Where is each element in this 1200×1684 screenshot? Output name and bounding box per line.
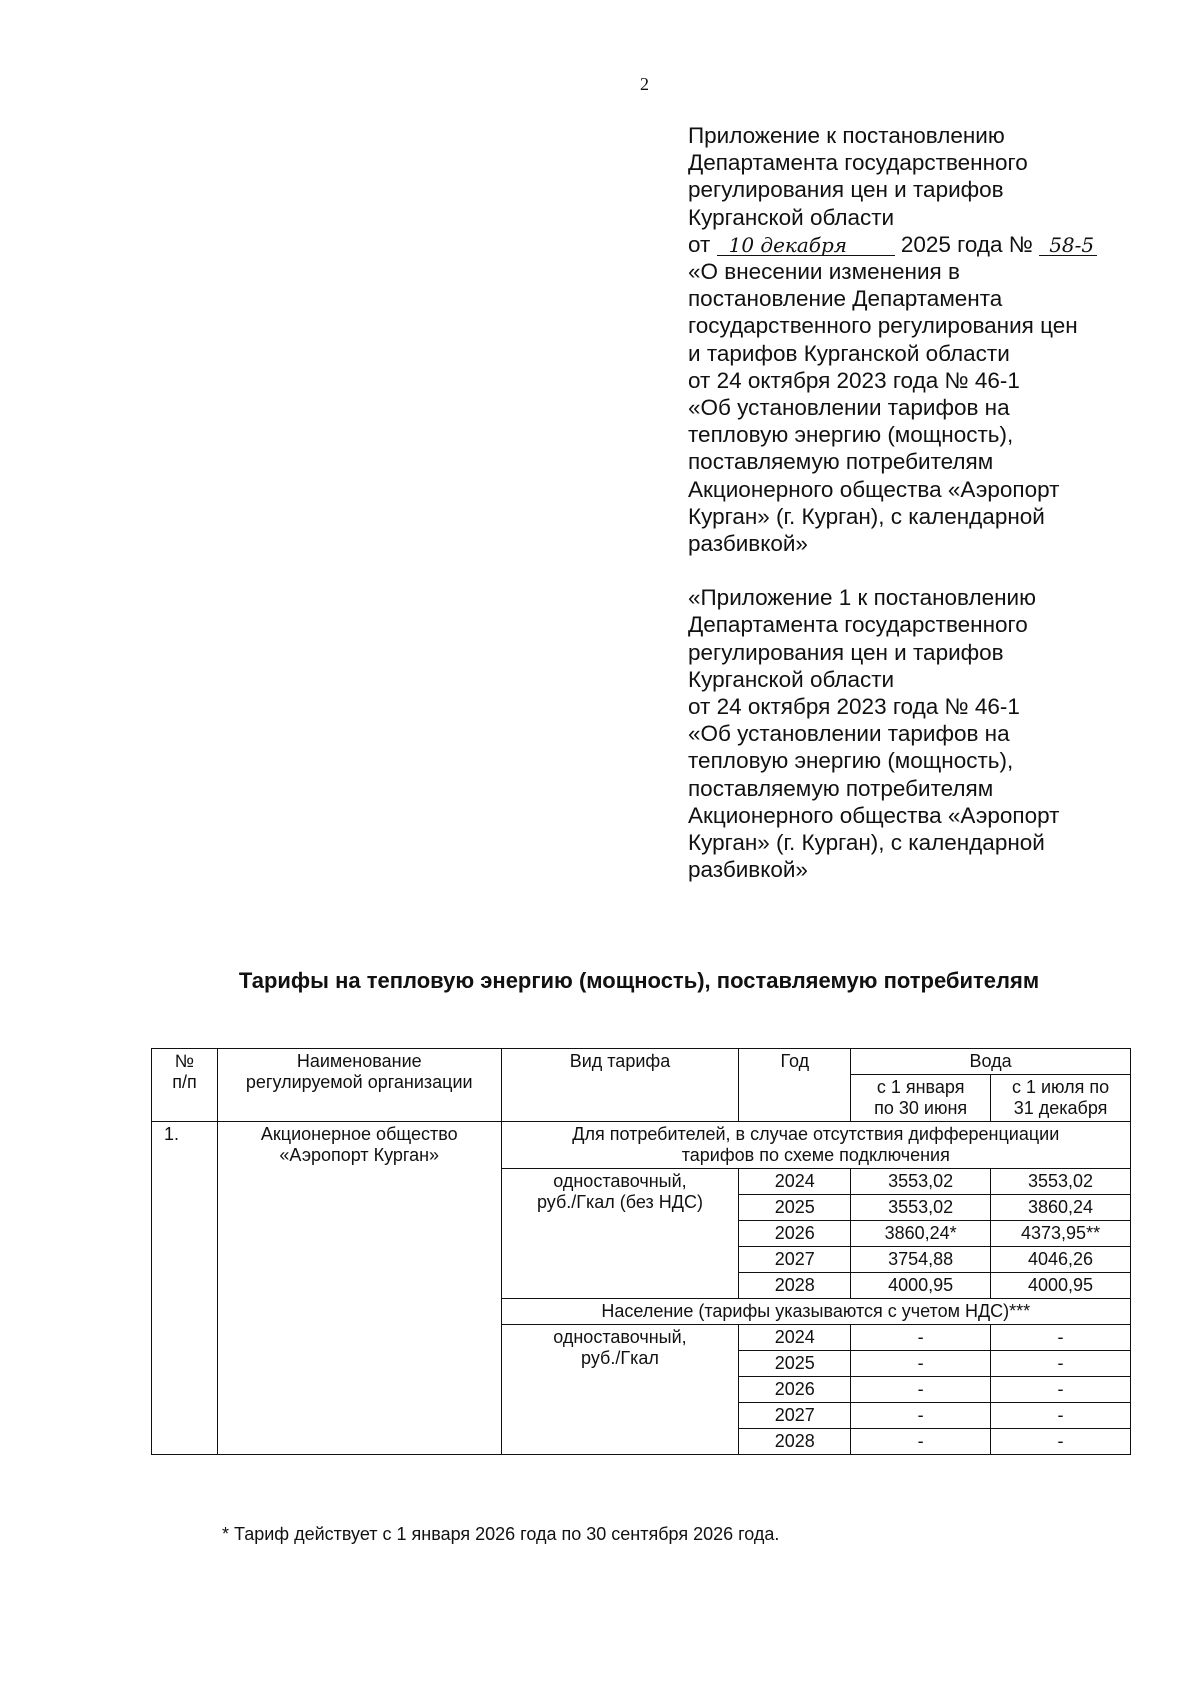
appendix-line: государственного регулирования цен	[688, 313, 1078, 339]
organization-text: Акционерное общество	[260, 1124, 458, 1144]
rate-h2-cell: 3860,24	[991, 1195, 1131, 1221]
tariff-type-text: одноставочный,	[553, 1171, 687, 1191]
rate-h2-cell: -	[991, 1351, 1131, 1377]
year-cell: 2028	[739, 1273, 851, 1299]
appendix-line: Акционерного общества «Аэропорт	[688, 476, 1060, 502]
header-text: регулируемой организации	[245, 1072, 473, 1092]
appendix-line: Департамента государственного	[688, 612, 1028, 638]
header-cell-no	[152, 1049, 218, 1122]
appendix-line: от 24 октября 2023 года № 46-1	[688, 367, 1020, 393]
tariff-type-text: руб./Гкал	[581, 1348, 659, 1368]
appendix-line: и тарифов Курганской области	[688, 340, 1010, 366]
appendix-line: разбивкой»	[688, 531, 808, 557]
appendix-line: Курган» (г. Курган), с календарной	[688, 830, 1045, 856]
appendix-line: «О внесении изменения в	[688, 259, 960, 285]
appendix-line: Курганской области	[688, 204, 895, 230]
appendix-line: Курган» (г. Курган), с календарной	[688, 503, 1045, 529]
rate-h1-cell: 3553,02	[851, 1195, 991, 1221]
rate-h1-cell: 4000,95	[851, 1273, 991, 1299]
appendix-line: тепловую энергию (мощность),	[688, 748, 1014, 774]
rate-h1-cell: 3754,88	[851, 1247, 991, 1273]
header-cell-period-1	[851, 1075, 991, 1122]
appendix-line: постановление Департамента	[688, 286, 1003, 312]
appendix-line: разбивкой»	[688, 857, 808, 883]
appendix-line: Акционерного общества «Аэропорт	[688, 802, 1060, 828]
header-text: п/п	[172, 1072, 197, 1092]
appendix-line: Приложение к постановлению	[688, 123, 1005, 148]
rate-h2-cell: 4000,95	[991, 1273, 1131, 1299]
appendix-line: от 24 октября 2023 года № 46-1	[688, 694, 1020, 720]
header-cell-tariff-type: Вид тарифа	[501, 1049, 739, 1122]
table-row	[152, 1122, 1131, 1169]
appendix-line: Курганской области	[688, 666, 895, 692]
header-text: с 1 января	[876, 1077, 965, 1097]
section-text: Для потребителей, в случае отсутствия дифференциации	[572, 1124, 1060, 1144]
document-title: Тарифы на тепловую энергию (мощность), поставляемую потребителям	[238, 968, 1040, 993]
section-text: тарифов по схеме подключения	[681, 1145, 950, 1165]
rate-h1-cell: -	[851, 1429, 991, 1455]
year-cell: 2024	[739, 1169, 851, 1195]
appendix-line: поставляемую потребителям	[688, 775, 994, 801]
header-text: Наименование	[296, 1051, 422, 1071]
tariff-type-text: руб./Гкал (без НДС)	[536, 1192, 703, 1212]
rate-h1-cell: -	[851, 1351, 991, 1377]
rate-h1-cell: 3553,02	[851, 1169, 991, 1195]
rate-h1-cell: 3860,24*	[851, 1221, 991, 1247]
handwritten-number: 58-5	[1039, 235, 1097, 256]
appendix-date-line	[688, 231, 1168, 258]
appendix-line: регулирования цен и тарифов	[688, 639, 1004, 665]
appendix-line: «Приложение 1 к постановлению	[688, 585, 1036, 611]
year-cell: 2027	[739, 1403, 851, 1429]
rate-h1-cell: -	[851, 1403, 991, 1429]
header-cell-period-2	[991, 1075, 1131, 1122]
tariff-type-cell	[501, 1169, 739, 1299]
header-cell-year: Год	[739, 1049, 851, 1122]
header-text: 31 декабря	[1013, 1098, 1108, 1118]
year-cell: 2025	[739, 1351, 851, 1377]
header-text: №	[174, 1051, 195, 1071]
year-cell: 2026	[739, 1377, 851, 1403]
date-suffix: 2025 года №	[900, 231, 1033, 257]
rate-h1-cell: -	[851, 1377, 991, 1403]
page-number: 2	[640, 74, 649, 94]
appendix-line: тепловую энергию (мощность),	[688, 422, 1014, 448]
organization-name	[217, 1122, 501, 1455]
row-number: 1.	[152, 1122, 218, 1455]
year-cell: 2026	[739, 1221, 851, 1247]
rate-h2-cell: -	[991, 1403, 1131, 1429]
tariff-table	[151, 1048, 1131, 1455]
appendix-line: «Об установлении тарифов на	[688, 395, 1010, 421]
rate-h2-cell: 3553,02	[991, 1169, 1131, 1195]
rate-h2-cell: 4046,26	[991, 1247, 1131, 1273]
rate-h2-cell: -	[991, 1429, 1131, 1455]
year-cell: 2028	[739, 1429, 851, 1455]
tariff-type-text: одноставочный,	[553, 1327, 687, 1347]
section-title-consumers	[501, 1122, 1130, 1169]
appendix-line: поставляемую потребителям	[688, 449, 994, 475]
rate-h1-cell: -	[851, 1325, 991, 1351]
section-title-population: Население (тарифы указываются с учетом НДС)***	[501, 1299, 1130, 1325]
table-header-row	[152, 1049, 1131, 1075]
header-text: по 30 июня	[874, 1098, 968, 1118]
year-cell: 2027	[739, 1247, 851, 1273]
organization-text: «Аэропорт Курган»	[279, 1145, 440, 1165]
rate-h2-cell: -	[991, 1325, 1131, 1351]
appendix-line: «Об установлении тарифов на	[688, 721, 1010, 747]
spacer	[688, 557, 1168, 584]
header-cell-water: Вода	[851, 1049, 1131, 1075]
handwritten-date: 10 декабря	[717, 235, 895, 256]
tariff-type-cell	[501, 1325, 739, 1455]
year-cell: 2024	[739, 1325, 851, 1351]
appendix-line: Департамента государственного	[688, 150, 1028, 176]
appendix-line: регулирования цен и тарифов	[688, 177, 1004, 203]
header-cell-organization	[217, 1049, 501, 1122]
date-prefix: от	[688, 231, 711, 257]
rate-h2-cell: 4373,95**	[991, 1221, 1131, 1247]
footnote: * Тариф действует с 1 января 2026 года по 30 сентября 2026 года.	[222, 1524, 780, 1544]
year-cell: 2025	[739, 1195, 851, 1221]
appendix-header	[688, 122, 1168, 883]
header-text: с 1 июля по	[1011, 1077, 1110, 1097]
rate-h2-cell: -	[991, 1377, 1131, 1403]
